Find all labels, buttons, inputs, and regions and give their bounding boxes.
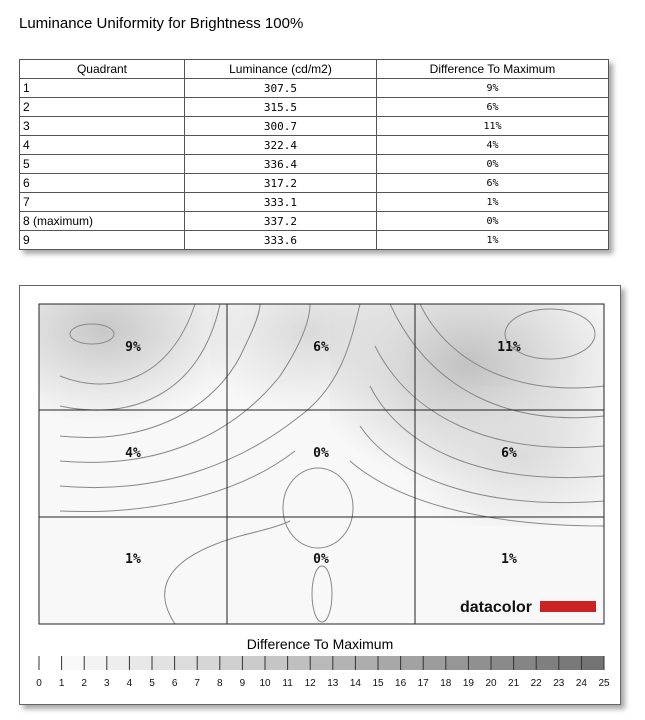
difference-cell: 6% [376,174,608,193]
legend-tick-label: 20 [485,678,497,689]
quadrant-cell: 9 [20,231,185,250]
legend-tick-label: 21 [508,678,520,689]
table-row [20,193,609,212]
difference-cell: 6% [376,98,608,117]
luminance-cell: 336.4 [185,155,377,174]
legend-box [423,656,446,670]
legend-box [446,656,469,670]
table-row [20,155,609,174]
uniformity-heatmap [20,286,620,626]
legend-tick-label: 5 [149,678,155,689]
legend-box [333,656,356,670]
difference-cell: 0% [376,155,608,174]
uniformity-chart-panel [19,285,621,705]
legend-tick-label: 9 [239,678,246,689]
quadrant-cell: 2 [20,98,185,117]
cell-label: 0% [313,446,329,461]
legend-box [39,656,62,670]
legend-box [107,656,130,670]
legend-box [536,656,559,670]
cell-label: 1% [501,552,517,567]
legend-tick-label: 17 [417,678,429,689]
logo-bar [540,601,596,612]
legend-tick-label: 24 [575,678,587,689]
legend-box [265,656,288,670]
table-row [20,231,609,250]
legend-box [310,656,333,670]
uniformity-table [19,59,609,250]
luminance-cell: 322.4 [185,136,377,155]
legend-tick-label: 1 [58,678,65,689]
table-header-row [20,60,609,79]
legend-scale [20,652,620,712]
luminance-cell: 333.6 [185,231,377,250]
logo-text: datacolor [460,599,533,616]
legend-title: Difference To Maximum [246,636,394,652]
legend-box [514,656,537,670]
legend-box [288,656,311,670]
cell-label: 1% [125,552,141,567]
legend-box [355,656,378,670]
legend-tick-label: 12 [304,678,316,689]
luminance-cell: 333.1 [185,193,377,212]
legend-tick-label: 4 [126,678,133,689]
legend-box [84,656,107,670]
cell-label: 6% [501,446,517,461]
table-row [20,117,609,136]
legend-tick-label: 18 [440,678,452,689]
quadrant-cell: 8 (maximum) [20,212,185,231]
legend-box [242,656,265,670]
uniformity-table-container [19,59,609,250]
difference-cell: 4% [376,136,608,155]
header-luminance: Luminance (cd/m2) [185,60,377,79]
legend-tick-label: 23 [553,678,565,689]
legend-tick-label: 11 [282,678,293,689]
luminance-cell: 317.2 [185,174,377,193]
legend-tick-label: 16 [395,678,407,689]
cell-label: 6% [313,340,329,355]
quadrant-cell: 3 [20,117,185,136]
legend-tick-label: 8 [217,678,223,689]
page-title: Luminance Uniformity for Brightness 100% [19,15,304,32]
difference-cell: 1% [376,193,608,212]
luminance-cell: 300.7 [185,117,377,136]
cell-label: 11% [497,340,521,355]
luminance-cell: 315.5 [185,98,377,117]
legend-tick-label: 7 [194,678,200,689]
legend-tick-label: 3 [104,678,110,689]
legend-tick-label: 10 [259,678,271,689]
legend-tick-label: 2 [81,678,87,689]
table-row [20,212,609,231]
legend-box [559,656,582,670]
legend-box [468,656,491,670]
table-row [20,79,609,98]
quadrant-cell: 1 [20,79,185,98]
legend-box [152,656,175,670]
legend-tick-label: 22 [530,678,542,689]
legend-box [62,656,85,670]
cell-label: 4% [125,446,141,461]
legend-box [378,656,401,670]
cell-label: 9% [125,340,141,355]
luminance-cell: 307.5 [185,79,377,98]
legend-tick-label: 6 [171,678,178,689]
luminance-cell: 337.2 [185,212,377,231]
legend-tick-label: 25 [598,678,610,689]
header-quadrant: Quadrant [20,60,185,79]
legend-box [581,656,604,670]
legend-tick-label: 19 [462,678,474,689]
legend-tick-label: 13 [327,678,339,689]
legend-box [491,656,514,670]
legend-tick-label: 15 [372,678,384,689]
difference-cell: 11% [376,117,608,136]
legend-tick-label: 14 [349,678,361,689]
quadrant-cell: 6 [20,174,185,193]
legend-box [197,656,220,670]
quadrant-cell: 7 [20,193,185,212]
table-row [20,136,609,155]
difference-cell: 9% [376,79,608,98]
legend-tick-label: 0 [36,678,42,689]
table-row [20,98,609,117]
quadrant-cell: 5 [20,155,185,174]
legend-boxes [39,656,604,670]
legend-box [175,656,198,670]
header-difference: Difference To Maximum [376,60,608,79]
legend-box [220,656,243,670]
difference-cell: 1% [376,231,608,250]
legend-box [129,656,152,670]
legend-box [401,656,424,670]
quadrant-cell: 4 [20,136,185,155]
difference-cell: 0% [376,212,608,231]
cell-label: 0% [313,552,329,567]
table-row [20,174,609,193]
